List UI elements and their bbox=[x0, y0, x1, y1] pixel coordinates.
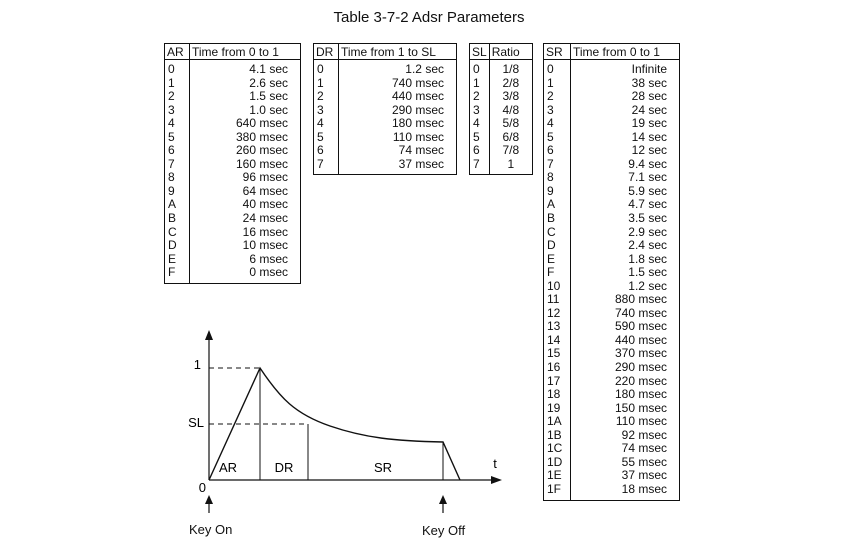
ar-value-cell: 160 msec bbox=[235, 156, 288, 171]
dr-value-cell: 37 msec bbox=[398, 156, 444, 171]
sr-value-cell: 55 msec bbox=[621, 454, 667, 469]
table-row bbox=[470, 77, 533, 91]
table-row bbox=[544, 347, 680, 361]
sr-value-cell: 3.5 sec bbox=[628, 211, 667, 226]
table-row bbox=[314, 104, 457, 118]
ar-value-cell: 4.1 sec bbox=[249, 62, 288, 76]
sl-code-cell: 1 bbox=[470, 77, 490, 91]
ar-value-cell: 2.6 sec bbox=[249, 75, 288, 90]
sr-code-cell: 6 bbox=[544, 144, 571, 158]
ar-value-cell: 40 msec bbox=[242, 197, 288, 212]
sr-key-header: SR bbox=[544, 44, 571, 60]
dr-code-cell: 6 bbox=[314, 144, 339, 158]
sr-code-cell: 0 bbox=[544, 60, 571, 77]
sl-code-cell: 3 bbox=[470, 104, 490, 118]
ar-code-cell: D bbox=[165, 239, 190, 253]
sr-code-cell: 13 bbox=[544, 320, 571, 334]
ar-code-cell: 0 bbox=[165, 60, 190, 77]
table-row bbox=[544, 280, 680, 294]
sr-value-cell: 7.1 sec bbox=[628, 170, 667, 185]
table-row bbox=[165, 185, 301, 199]
time-axis-label: t bbox=[493, 456, 497, 471]
table-row bbox=[544, 483, 680, 500]
sl-code-cell: 2 bbox=[470, 90, 490, 104]
ar-value-cell: 16 msec bbox=[242, 224, 288, 239]
ar-segment-label: AR bbox=[218, 460, 238, 475]
sr-value-cell: 74 msec bbox=[621, 441, 667, 456]
sr-value-cell: 18 msec bbox=[621, 481, 667, 496]
sustain-level-label: SL bbox=[188, 415, 204, 430]
ar-code-cell: 2 bbox=[165, 90, 190, 104]
ar-value-cell: 64 msec bbox=[242, 183, 288, 198]
sr-code-cell: 2 bbox=[544, 90, 571, 104]
sr-code-cell: 1A bbox=[544, 415, 571, 429]
table-row bbox=[165, 198, 301, 212]
sr-value-cell: 290 msec bbox=[614, 360, 667, 375]
sr-code-cell: 15 bbox=[544, 347, 571, 361]
sl-value-cell: 1/8 bbox=[502, 62, 520, 76]
key-on-arrowhead-icon bbox=[205, 495, 213, 504]
table-row bbox=[470, 104, 533, 118]
ar-value-cell: 24 msec bbox=[242, 211, 288, 226]
ar-code-cell: E bbox=[165, 253, 190, 267]
sr-code-cell: E bbox=[544, 253, 571, 267]
sl-value-cell: 7/8 bbox=[502, 143, 520, 158]
table-row bbox=[470, 117, 533, 131]
dr-value-cell: 110 msec bbox=[392, 129, 444, 144]
table-row bbox=[470, 60, 533, 77]
dr-value-cell: 74 msec bbox=[398, 143, 444, 158]
ar-value-cell: 640 msec bbox=[235, 116, 288, 131]
dr-value-cell: 440 msec bbox=[391, 89, 444, 104]
sr-code-cell: 11 bbox=[544, 293, 571, 307]
sr-value-cell: 9.4 sec bbox=[628, 156, 667, 171]
table-row bbox=[544, 104, 680, 118]
dr-code-cell: 7 bbox=[314, 158, 339, 175]
key-off-label: Key Off bbox=[422, 523, 466, 538]
sr-code-cell: 14 bbox=[544, 334, 571, 348]
table-row bbox=[544, 198, 680, 212]
sr-code-cell: 19 bbox=[544, 402, 571, 416]
table-row bbox=[544, 77, 680, 91]
ar-value-cell: 1.5 sec bbox=[249, 89, 288, 104]
ar-header-row bbox=[165, 44, 301, 60]
sr-code-cell: F bbox=[544, 266, 571, 280]
sl-value-cell: 6/8 bbox=[502, 129, 520, 144]
table-row bbox=[470, 144, 533, 158]
sr-value-cell: 12 sec bbox=[631, 143, 667, 158]
table-row bbox=[165, 212, 301, 226]
sr-value-cell: 370 msec bbox=[614, 346, 667, 361]
table-row bbox=[470, 158, 533, 175]
dr-code-cell: 1 bbox=[314, 77, 339, 91]
sl-header-row bbox=[470, 44, 533, 60]
ar-code-cell: 9 bbox=[165, 185, 190, 199]
sr-code-cell: 4 bbox=[544, 117, 571, 131]
ar-value-header: Time from 0 to 1 bbox=[190, 44, 301, 60]
ar-code-cell: B bbox=[165, 212, 190, 226]
dr-code-cell: 4 bbox=[314, 117, 339, 131]
table-row bbox=[165, 131, 301, 145]
table-row bbox=[544, 402, 680, 416]
table-row bbox=[314, 117, 457, 131]
sr-code-cell: 16 bbox=[544, 361, 571, 375]
table-row bbox=[165, 226, 301, 240]
sl-code-cell: 6 bbox=[470, 144, 490, 158]
sr-code-cell: 18 bbox=[544, 388, 571, 402]
sr-code-cell: B bbox=[544, 212, 571, 226]
table-row bbox=[165, 158, 301, 172]
sl-code-cell: 5 bbox=[470, 131, 490, 145]
sr-value-cell: 5.9 sec bbox=[628, 183, 667, 198]
ar-value-cell: 6 msec bbox=[249, 251, 288, 266]
sl-value-cell: 3/8 bbox=[502, 89, 520, 104]
sr-value-header: Time from 0 to 1 bbox=[571, 44, 680, 60]
table-row bbox=[165, 117, 301, 131]
ar-value-cell: 0 msec bbox=[249, 265, 288, 280]
ar-code-cell: C bbox=[165, 226, 190, 240]
sr-value-cell: 880 msec bbox=[614, 292, 667, 307]
table-row bbox=[544, 375, 680, 389]
ar-value-cell: 260 msec bbox=[235, 143, 288, 158]
table-row bbox=[165, 104, 301, 118]
dr-value-cell: 1.2 sec bbox=[405, 62, 444, 76]
table-row bbox=[314, 131, 457, 145]
sr-code-cell: 17 bbox=[544, 375, 571, 389]
table-row bbox=[544, 131, 680, 145]
sr-value-cell: 740 msec bbox=[614, 305, 667, 320]
sr-code-cell: A bbox=[544, 198, 571, 212]
table-row bbox=[165, 144, 301, 158]
sr-code-cell: D bbox=[544, 239, 571, 253]
ar-code-cell: A bbox=[165, 198, 190, 212]
sr-code-cell: 10 bbox=[544, 280, 571, 294]
ar-code-cell: 5 bbox=[165, 131, 190, 145]
sl-value-cell: 2/8 bbox=[502, 75, 520, 90]
x-axis-arrow-icon bbox=[491, 476, 502, 484]
sr-code-cell: 8 bbox=[544, 171, 571, 185]
sr-value-cell: 150 msec bbox=[614, 400, 667, 415]
sl-value-cell: 1 bbox=[507, 156, 515, 171]
table-row bbox=[544, 442, 680, 456]
table-row bbox=[544, 171, 680, 185]
sr-code-cell: 12 bbox=[544, 307, 571, 321]
table-row bbox=[544, 469, 680, 483]
adsr-envelope-diagram bbox=[170, 320, 510, 520]
sr-code-cell: 1F bbox=[544, 483, 571, 500]
ar-value-cell: 10 msec bbox=[242, 238, 288, 253]
sr-code-cell: 5 bbox=[544, 131, 571, 145]
ar-code-cell: 3 bbox=[165, 104, 190, 118]
sr-value-cell: 24 sec bbox=[631, 102, 667, 117]
sr-value-cell: 19 sec bbox=[631, 116, 667, 131]
sr-value-cell: 180 msec bbox=[614, 387, 667, 402]
sr-code-cell: 9 bbox=[544, 185, 571, 199]
sl-value-cell: 5/8 bbox=[502, 116, 520, 131]
dr-value-cell: 740 msec bbox=[391, 75, 444, 90]
table-row bbox=[544, 307, 680, 321]
sr-value-cell: 14 sec bbox=[631, 129, 667, 144]
table-row bbox=[165, 77, 301, 91]
dr-key-header: DR bbox=[314, 44, 339, 60]
ar-table bbox=[164, 43, 301, 284]
table-row bbox=[314, 60, 457, 77]
table-row bbox=[165, 90, 301, 104]
ar-code-cell: F bbox=[165, 266, 190, 283]
table-row bbox=[165, 60, 301, 77]
dr-code-cell: 0 bbox=[314, 60, 339, 77]
table-row bbox=[544, 415, 680, 429]
table-row bbox=[544, 361, 680, 375]
table-row bbox=[544, 293, 680, 307]
sr-code-cell: 1 bbox=[544, 77, 571, 91]
dr-segment-label: DR bbox=[274, 460, 294, 475]
key-on-label: Key On bbox=[189, 522, 233, 537]
sr-value-cell: 590 msec bbox=[614, 319, 667, 334]
ar-code-cell: 4 bbox=[165, 117, 190, 131]
sr-value-cell: 2.4 sec bbox=[628, 238, 667, 253]
dr-code-cell: 3 bbox=[314, 104, 339, 118]
ar-value-cell: 380 msec bbox=[235, 129, 288, 144]
key-off-arrowhead-icon bbox=[439, 495, 447, 504]
sl-key-header: SL bbox=[470, 44, 490, 60]
dr-value-header: Time from 1 to SL bbox=[339, 44, 457, 60]
table-row bbox=[544, 185, 680, 199]
table-row bbox=[314, 144, 457, 158]
table-row bbox=[544, 429, 680, 443]
sr-value-cell: 28 sec bbox=[631, 89, 667, 104]
dr-code-cell: 5 bbox=[314, 131, 339, 145]
dr-header-row bbox=[314, 44, 457, 60]
table-row bbox=[165, 171, 301, 185]
ar-code-cell: 8 bbox=[165, 171, 190, 185]
sr-code-cell: C bbox=[544, 226, 571, 240]
sr-code-cell: 3 bbox=[544, 104, 571, 118]
sl-value-header: Ratio bbox=[489, 44, 532, 60]
sr-segment-label: SR bbox=[373, 460, 393, 475]
sr-code-cell: 1D bbox=[544, 456, 571, 470]
table-row bbox=[544, 144, 680, 158]
table-row bbox=[470, 131, 533, 145]
ar-code-cell: 6 bbox=[165, 144, 190, 158]
ar-key-header: AR bbox=[165, 44, 190, 60]
page-title: Table 3-7-2 Adsr Parameters bbox=[333, 9, 525, 26]
ar-value-cell: 96 msec bbox=[242, 170, 288, 185]
sr-value-cell: 1.8 sec bbox=[628, 251, 667, 266]
table-row bbox=[544, 117, 680, 131]
table-row bbox=[165, 253, 301, 267]
table-row bbox=[544, 456, 680, 470]
ar-code-cell: 7 bbox=[165, 158, 190, 172]
ar-code-cell: 1 bbox=[165, 77, 190, 91]
table-row bbox=[470, 90, 533, 104]
table-row bbox=[314, 90, 457, 104]
level-one-label: 1 bbox=[193, 357, 201, 372]
table-row bbox=[165, 266, 301, 283]
sr-code-cell: 7 bbox=[544, 158, 571, 172]
table-row bbox=[544, 239, 680, 253]
table-row bbox=[544, 320, 680, 334]
sr-code-cell: 1C bbox=[544, 442, 571, 456]
sr-value-cell: 2.9 sec bbox=[628, 224, 667, 239]
sr-value-cell: 92 msec bbox=[621, 427, 667, 442]
sr-table bbox=[543, 43, 680, 501]
sr-value-cell: 1.2 sec bbox=[628, 278, 667, 293]
sr-value-cell: 440 msec bbox=[614, 332, 667, 347]
dr-value-cell: 180 msec bbox=[391, 116, 444, 131]
sr-value-cell: 38 sec bbox=[631, 75, 667, 90]
sr-header-row bbox=[544, 44, 680, 60]
sr-code-cell: 1B bbox=[544, 429, 571, 443]
sl-code-cell: 7 bbox=[470, 158, 490, 175]
y-axis-arrow-icon bbox=[205, 330, 213, 340]
dr-table bbox=[313, 43, 457, 175]
table-row bbox=[314, 158, 457, 175]
table-row bbox=[165, 239, 301, 253]
sr-value-cell: Infinite bbox=[631, 62, 667, 76]
table-row bbox=[544, 388, 680, 402]
sr-code-cell: 1E bbox=[544, 469, 571, 483]
sr-value-cell: 220 msec bbox=[614, 373, 667, 388]
sl-code-cell: 4 bbox=[470, 117, 490, 131]
sl-code-cell: 0 bbox=[470, 60, 490, 77]
ar-value-cell: 1.0 sec bbox=[249, 102, 288, 117]
table-row bbox=[544, 60, 680, 77]
table-row bbox=[544, 334, 680, 348]
table-row bbox=[314, 77, 457, 91]
sr-value-cell: 1.5 sec bbox=[628, 265, 667, 280]
sl-value-cell: 4/8 bbox=[502, 102, 520, 117]
dr-value-cell: 290 msec bbox=[391, 102, 444, 117]
table-row bbox=[544, 212, 680, 226]
table-row bbox=[544, 158, 680, 172]
table-row bbox=[544, 226, 680, 240]
sr-value-cell: 110 msec bbox=[615, 414, 667, 429]
sr-value-cell: 37 msec bbox=[621, 468, 667, 483]
table-row bbox=[544, 266, 680, 280]
dr-code-cell: 2 bbox=[314, 90, 339, 104]
table-row bbox=[544, 253, 680, 267]
sr-value-cell: 4.7 sec bbox=[628, 197, 667, 212]
table-row bbox=[544, 90, 680, 104]
sl-table bbox=[469, 43, 533, 175]
origin-label: 0 bbox=[198, 480, 206, 495]
